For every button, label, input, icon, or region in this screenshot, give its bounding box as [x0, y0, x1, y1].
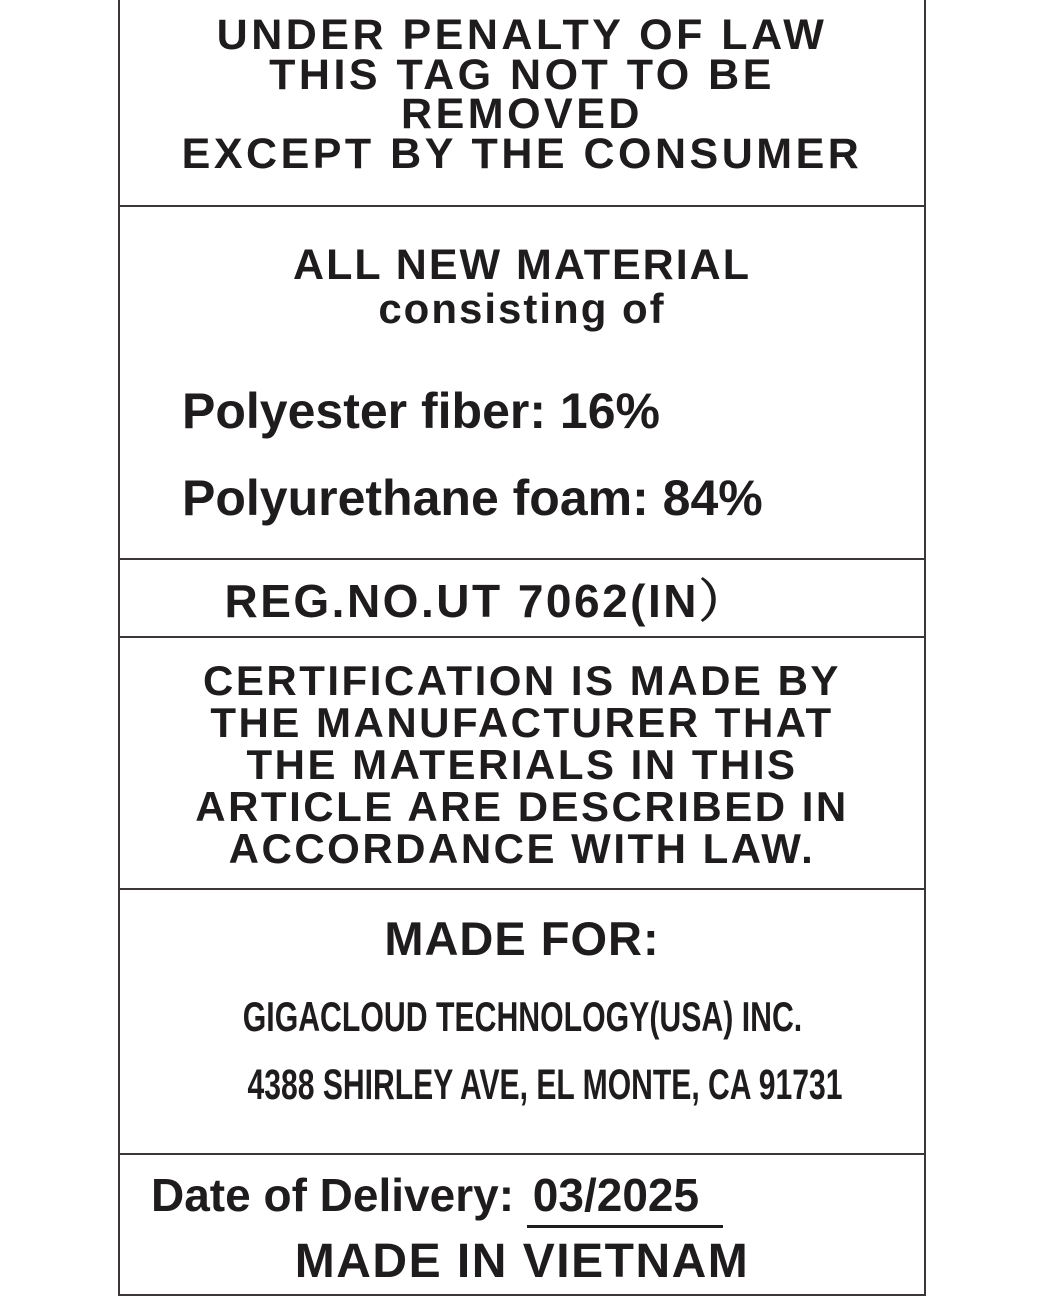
registration-section — [120, 558, 924, 636]
certification-line: THE MATERIALS IN THIS — [246, 741, 798, 788]
company-address — [120, 1062, 924, 1108]
company-name — [120, 994, 924, 1040]
certification-line: ARTICLE ARE DESCRIBED IN — [195, 783, 849, 830]
delivery-section — [120, 1153, 924, 1294]
delivery-date-value: 03/2025 — [527, 1169, 723, 1228]
penalty-line: UNDER PENALTY OF LAW — [216, 11, 828, 59]
delivery-date-row — [120, 1171, 924, 1219]
registration-number: REG.NO.UT 7062(IN） — [224, 575, 748, 627]
material-component: Polyurethane foam: 84% — [182, 470, 763, 526]
company-name-text: GIGACLOUD TECHNOLOGY(USA) INC. — [242, 993, 802, 1040]
penalty-line: REMOVED — [401, 90, 643, 138]
made-for-section — [120, 888, 924, 1153]
material-subheader: consisting of — [378, 285, 666, 332]
certification-section — [120, 636, 924, 888]
penalty-section — [120, 0, 924, 205]
company-address-text: 4388 SHIRLEY AVE, EL MONTE, CA 91731 — [247, 1061, 843, 1109]
law-label — [118, 0, 926, 1296]
delivery-date-label: Date of Delivery: — [151, 1169, 515, 1221]
material-section — [120, 205, 924, 558]
certification-line: CERTIFICATION IS MADE BY — [203, 657, 841, 704]
material-header: ALL NEW MATERIAL — [293, 241, 751, 289]
certification-line: ACCORDANCE WITH LAW. — [228, 825, 816, 872]
material-component: Polyester fiber: 16% — [182, 383, 660, 439]
certification-line: THE MANUFACTURER THAT — [210, 699, 834, 746]
penalty-line: THIS TAG NOT TO BE — [269, 50, 775, 99]
made-for-title: MADE FOR: — [384, 912, 660, 965]
material-components — [120, 383, 924, 526]
penalty-line: EXCEPT BY THE CONSUMER — [181, 129, 863, 178]
country-of-origin: MADE IN VIETNAM — [294, 1235, 750, 1288]
